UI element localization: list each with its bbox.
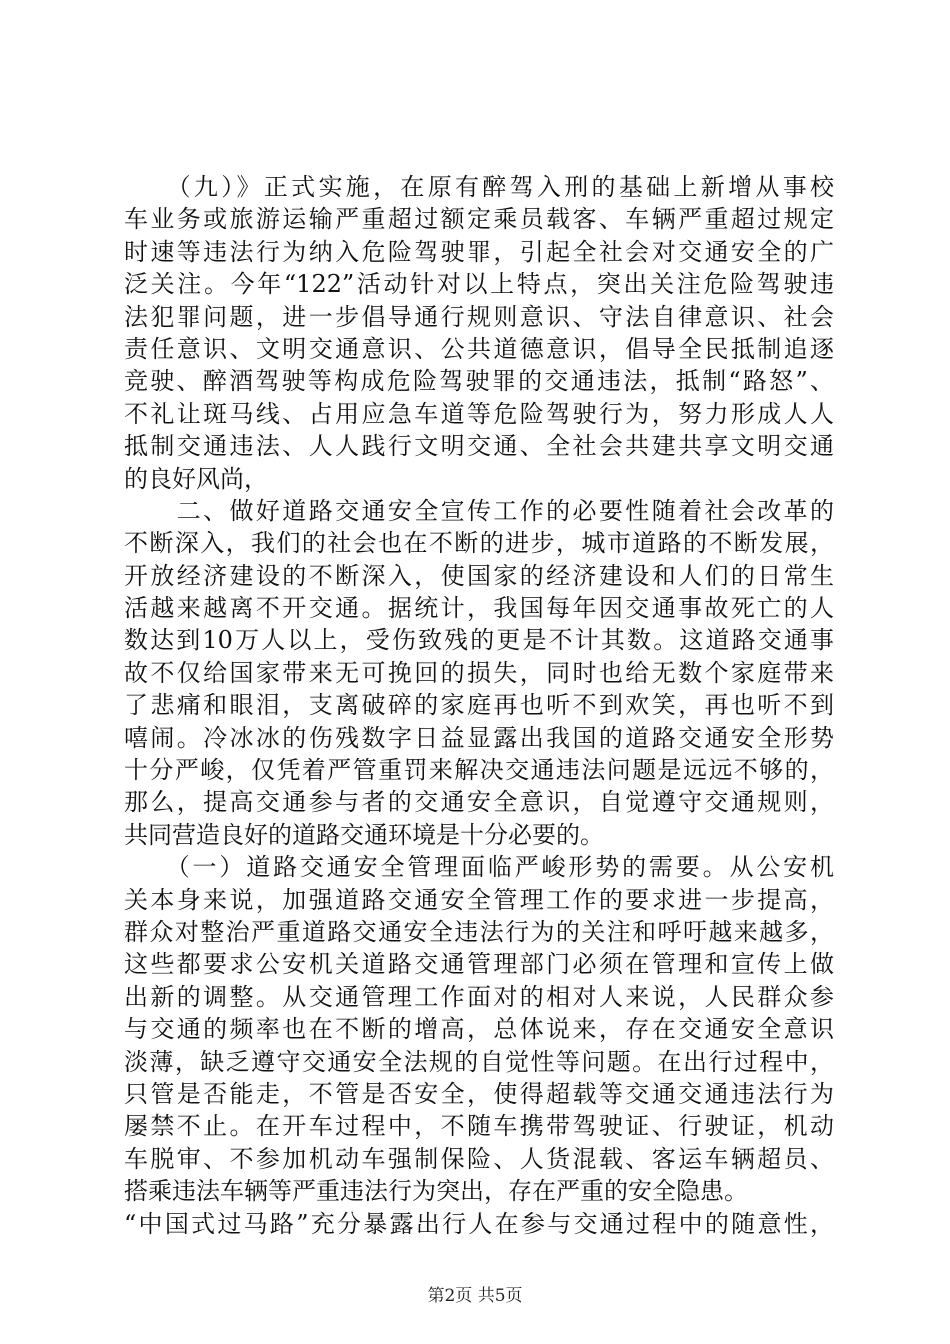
text-line: 十分严峻，仅凭着严管重罚来解决交通违法问题是远远不够的，	[124, 756, 834, 785]
text-line: 开放经济建设的不断深入，使国家的经济建设和人们的日常生	[124, 561, 834, 590]
text-line: 法犯罪问题，进一步倡导通行规则意识、守法自律意识、社会	[124, 302, 834, 331]
text-line: （九）》正式实施，在原有醉驾入刑的基础上新增从事校	[124, 173, 834, 201]
text-line: 二、做好道路交通安全宣传工作的必要性随着社会改革的	[124, 496, 834, 525]
text-line: 屡禁不止。在开车过程中，不随车携带驾驶证、行驶证，机动	[124, 1112, 834, 1141]
text-line: 与交通的频率也在不断的增高，总体说来，存在交通安全意识	[124, 1015, 834, 1044]
text-line: 车脱审、不参加机动车强制保险、人货混载、客运车辆超员、	[124, 1144, 834, 1173]
text-line: 淡薄，缺乏遵守交通安全法规的自觉性等问题。在出行过程中，	[124, 1047, 834, 1076]
text-line: 只管是否能走，不管是否安全，使得超载等交通交通违法行为	[124, 1079, 834, 1108]
text-line: 了悲痛和眼泪，支离破碎的家庭再也听不到欢笑，再也听不到	[124, 691, 834, 720]
text-line: 数达到10万人以上，受伤致残的更是不计其数。这道路交通事	[124, 626, 834, 655]
text-line: 关本身来说，加强道路交通安全管理工作的要求进一步提高，	[124, 885, 834, 914]
text-line: 抵制交通违法、人人践行文明交通、全社会共建共享文明交通	[124, 432, 834, 461]
text-line: 这些都要求公安机关道路交通管理部门必须在管理和宣传上做	[124, 950, 834, 979]
text-line: 责任意识、文明交通意识、公共道德意识，倡导全民抵制追逐	[124, 334, 834, 363]
text-line: 的良好风尚，	[124, 464, 268, 493]
text-line: 泛关注。今年“122”活动针对以上特点，突出关注危险驾驶违	[124, 270, 834, 299]
text-line: 嘻闹。冷冰冰的伤残数字日益显露出我国的道路交通安全形势	[124, 723, 834, 752]
text-line: 不礼让斑马线、占用应急车道等危险驾驶行为，努力形成人人	[124, 399, 834, 428]
text-line: “中国式过马路”充分暴露出行人在参与交通过程中的随意性，	[124, 1209, 834, 1238]
text-line: 群众对整治严重道路交通安全违法行为的关注和呼吁越来越多，	[124, 917, 834, 946]
text-line: 不断深入，我们的社会也在不断的进步，城市道路的不断发展，	[124, 529, 834, 558]
text-line: 搭乘违法车辆等严重违法行为突出，存在严重的安全隐患。	[124, 1177, 748, 1206]
text-line: 活越来越离不开交通。据统计，我国每年因交通事故死亡的人	[124, 594, 834, 623]
text-line: 时速等违法行为纳入危险驾驶罪，引起全社会对交通安全的广	[124, 237, 834, 266]
text-line: 那么，提高交通参与者的交通安全意识，自觉遵守交通规则，	[124, 788, 834, 817]
text-line: 出新的调整。从交通管理工作面对的相对人来说，人民群众参	[124, 982, 834, 1011]
text-line: 故不仅给国家带来无可挽回的损失，同时也给无数个家庭带来	[124, 658, 834, 687]
text-line: 车业务或旅游运输严重超过额定乘员载客、车辆严重超过规定	[124, 205, 834, 234]
page-footer: 第2页 共5页	[427, 1286, 523, 1306]
text-line: （一）道路交通安全管理面临严峻形势的需要。从公安机	[124, 853, 834, 882]
text-line: 竞驶、醉酒驾驶等构成危险驾驶罪的交通违法，抵制“路怒”、	[124, 367, 834, 396]
document-body	[124, 171, 834, 1240]
text-line: 共同营造良好的道路交通环境是十分必要的。	[124, 820, 604, 849]
